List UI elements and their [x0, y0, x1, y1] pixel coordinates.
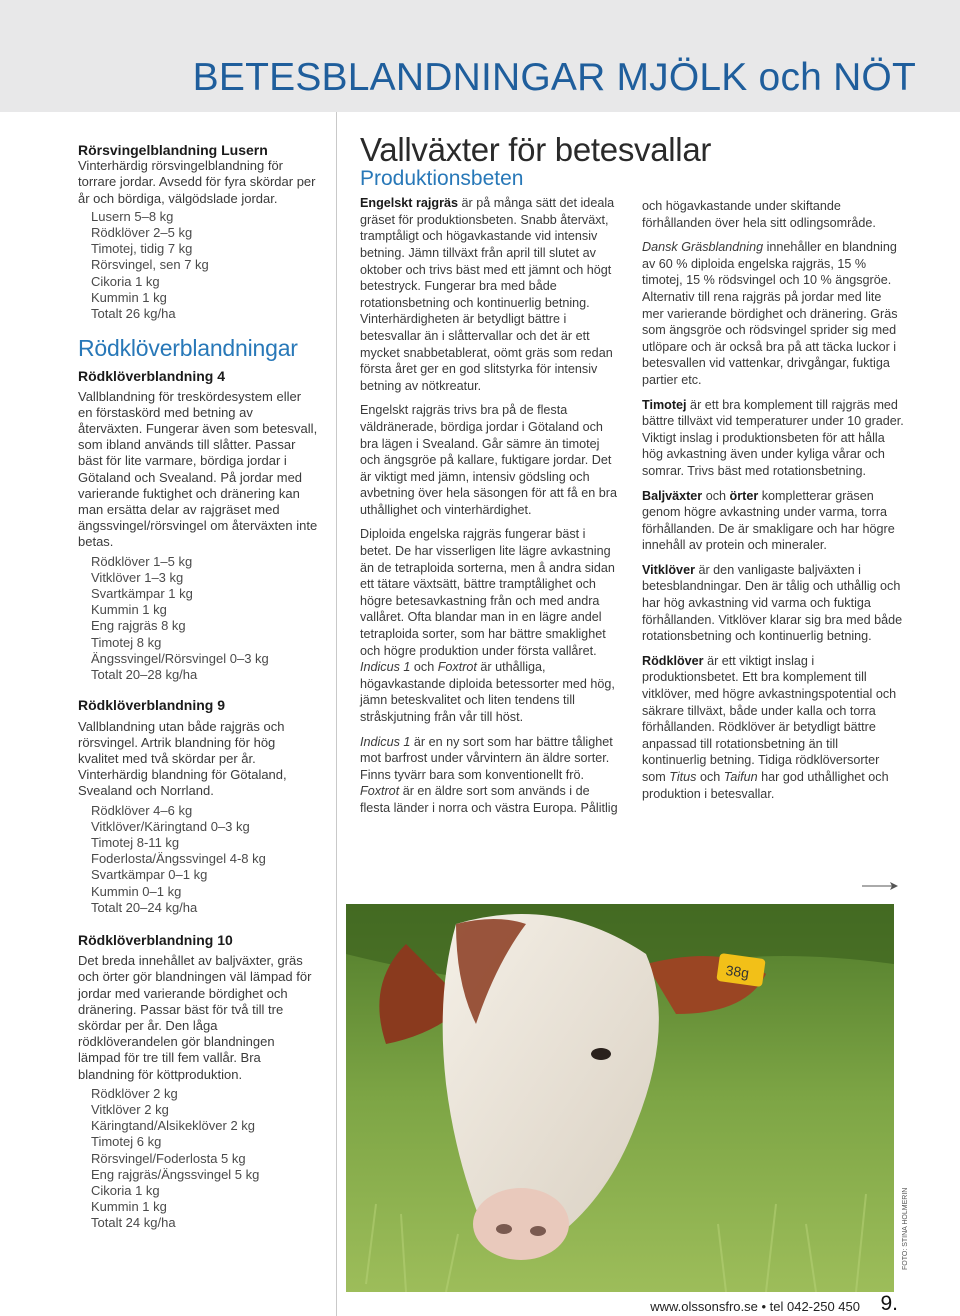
list-item: Timotej 6 kg — [91, 1134, 162, 1150]
list-item: Rödklöver 4–6 kg — [91, 802, 193, 818]
list-item: Eng rajgräs/Ängssvingel 5 kg — [91, 1166, 260, 1182]
text: är på många sätt det ideala gräset för produktionsbeten. Snabb återväxt, tramptåligt och högavkastande vid intensiv betning. Jämn tillväxt från april till slutet av oktober och trivs bäst med ett jämnt och högt betestryck. Fungerar bra med både rotationsbetning och kontinuerlig betning. Vinterhärdigheten är betydligt bättre i betesvallar än i slåttervallar och det är ett mycket snabbetablerat, oömt gräs som redan första året ger en god slitstyrka för intensiv betning av nötkreatur. — [360, 196, 615, 393]
list-item: Vitklöver 1–3 kg — [91, 569, 184, 585]
list-item: Totalt 24 kg/ha — [91, 1215, 176, 1231]
list-item: Lusern 5–8 kg — [91, 208, 174, 224]
list-item: Ängssvingel/Rörsvingel 0–3 kg — [91, 650, 269, 666]
emphasis: örter — [729, 488, 759, 503]
variety-name: Indicus 1 — [360, 734, 411, 749]
paragraph — [360, 195, 618, 394]
text: är ett bra komplement till rajgräs med bättre tillväxt vid temperaturer under 10 grader. Viktigt inslag i produktionsbeten för att hålla hög avkastning även under kyliga vårar och somrar. Trivs bäst med rotationsbetning. — [642, 397, 904, 478]
rk9-seed-list — [78, 803, 318, 916]
list-item: Totalt 26 kg/ha — [91, 306, 176, 322]
text: och — [410, 660, 438, 675]
list-item: Timotej, tidig 7 kg — [91, 241, 193, 257]
list-item: Rörsvingel/Foderlosta 5 kg — [91, 1150, 246, 1166]
list-item: Svartkämpar 0–1 kg — [91, 867, 208, 883]
emphasis: Timotej — [642, 397, 687, 412]
list-item: Kummin 1 kg — [91, 289, 167, 305]
rk9-description: Vallblandning utan både rajgräs och rörsvingel. Artrik blandning för hög kvalitet med två skördar per år. Vinterhärdig blandning för Götaland, Svealand och Norrland. — [78, 718, 287, 799]
section-title: Rödklöverblandningar — [78, 335, 298, 362]
variety-name: Titus — [669, 770, 697, 784]
emphasis: Baljväxter — [642, 488, 703, 503]
column-divider — [336, 112, 337, 1316]
paragraph — [642, 562, 904, 645]
text: är den vanligaste baljväxten i betesblandningar. Den är tålig och uthållig och har hög avkastning vid varma och fuktiga förhållanden. Vitklöver klarar sig bra med både rotationsbetning och kontinuerlig betning. — [642, 562, 903, 644]
emphasis: Engelskt rajgräs — [360, 196, 458, 211]
emphasis: Vitklöver — [642, 562, 695, 577]
text: är en äldre sort som används i de flesta länder i norra och västra Europa. Pålitlig — [360, 784, 618, 815]
variety-name: Foxtrot — [360, 784, 400, 799]
list-item: Käringtand/Alsikeklöver 2 kg — [91, 1118, 256, 1134]
text: är uthålliga, högavkastande diploida betessorter med hög, jämn beteskvalitet och liten tendens till stråskjutning från vår till höst. — [360, 660, 615, 724]
product-name: Dansk Gräsblandning — [642, 240, 764, 255]
ear-tag-label: 38g — [724, 961, 751, 982]
lusern-description: Vinterhärdig rörsvingelblandning för torrare jordar. Avsedd för fyra skördar per år och bördiga, välgödslade jordar. — [78, 158, 316, 206]
list-item: Kummin 0–1 kg — [91, 883, 182, 899]
variety-name: Foxtrot — [437, 660, 477, 675]
page-title: BETESBLANDNINGAR MJÖLK och NÖT — [192, 56, 916, 99]
list-item: Rödklöver 1–5 kg — [91, 553, 193, 569]
list-item: Kummin 1 kg — [91, 1199, 167, 1215]
right-column — [642, 198, 904, 802]
list-item: Rörsvingel, sen 7 kg — [91, 257, 209, 273]
rk9-heading: Rödklöverblandning 9 — [78, 697, 226, 714]
photo-credit: FOTO: STINA HOLMERIN — [902, 1187, 909, 1270]
text: kompletterar gräsen genom högre avkastning under varma, torra förhållanden. De är smakligare och har högre innehåll av protein och mineraler. — [642, 488, 895, 553]
text: är en ny sort som har bättre tålighet mot barfrost under vårvintern än äldre sorter. Finns tyvärr bara som konventionellt frö. — [360, 734, 613, 782]
list-item: Vitklöver/Käringtand 0–3 kg — [91, 818, 250, 834]
footer-contact: www.olssonsfro.se • tel 042-250 450 — [650, 1299, 860, 1314]
paragraph — [360, 734, 618, 817]
text: och — [696, 770, 724, 784]
rk10-heading: Rödklöverblandning 10 — [78, 931, 233, 948]
lusern-heading: Rörsvingelblandning Lusern — [78, 142, 268, 158]
paragraph — [360, 526, 618, 725]
list-item: Timotej 8 kg — [91, 634, 162, 650]
list-item: Cikoria 1 kg — [91, 1182, 160, 1198]
list-item: Eng rajgräs 8 kg — [91, 618, 186, 634]
text: innehåller en blandning av 60 % diploida engelska rajgräs, 15 % timotej, 15 % rödsvingel och 10 % ängsgröe. Alternativ till rena rajgräs på jordar med lite mer varierande bördighet och dränering. Gräs som ängsgröe och rödsvingel sprider sig med utlöpare och är också bra på att täcka luckor i betesvallen vid vattenkar, drivgångar, fuktiga partier etc. — [642, 240, 898, 387]
list-item: Vitklöver 2 kg — [91, 1101, 169, 1117]
list-item: Svartkämpar 1 kg — [91, 586, 193, 602]
list-item: Totalt 20–24 kg/ha — [91, 899, 198, 915]
rk10-seed-list — [78, 1086, 318, 1232]
list-item: Timotej 8-11 kg — [91, 834, 180, 850]
page-number: 9. — [880, 1292, 898, 1315]
left-column — [78, 142, 318, 1232]
cow-grazing-photo — [346, 904, 894, 1292]
continue-arrow-icon — [862, 880, 898, 892]
rk4-seed-list — [78, 554, 318, 684]
list-item: Kummin 1 kg — [91, 602, 167, 618]
lusern-seed-list — [78, 209, 318, 322]
rk10-description: Det breda innehållet av baljväxter, gräs och örter gör blandningen väl lämpad för jordar med varierande bördighet och dränering. Passar bäst för två till tre skördar per år. Den låga rödklöverandelen gör blandningen lämpad för tre till fem vallår. Bra blandning för köttproduktion. — [78, 953, 312, 1082]
paragraph: och högavkastande under skiftande förhållanden över hela sitt odlingsområde. — [642, 199, 876, 230]
variety-name: Taifun — [723, 770, 758, 784]
article-subtitle: Produktionsbeten — [360, 166, 524, 190]
variety-name: Indicus 1 — [360, 660, 411, 675]
rk4-description: Vallblandning för treskördesystem eller en förstaskörd med betning av återväxten. Fungerar även som betesvall, som ibland används till slåtter. Passar bäst för lite varmare, bördiga jordar i Götaland och Svealand. På jordar med varierande fuktighet och dränering kan man ersätta delar av rajgräset med ängssvingel/rörsvingel om återväxten inte betas. — [78, 388, 318, 550]
list-item: Totalt 20–28 kg/ha — [91, 667, 198, 683]
list-item: Foderlosta/Ängssvingel 4-8 kg — [91, 851, 266, 867]
list-item: Rödklöver 2 kg — [91, 1085, 178, 1101]
paragraph — [642, 653, 904, 802]
article-title: Vallväxter för betesvallar — [360, 131, 712, 168]
paragraph: Engelskt rajgräs trivs bra på de flesta väldränerade, bördiga jordar i Götaland och bra lägen i Svealand. Går sämre än timotej och ängsgröe på kallare, fuktigare jordar. Det är viktigt med jämn, intensiv gödsling och avbetning över hela säsongen för att få en bra uthållighet och vinterhärdighet. — [360, 403, 617, 517]
list-item: Cikoria 1 kg — [91, 273, 160, 289]
rk4-heading: Rödklöverblandning 4 — [78, 368, 226, 385]
paragraph — [642, 488, 904, 554]
list-item: Rödklöver 2–5 kg — [91, 225, 193, 241]
emphasis: Rödklöver — [642, 653, 704, 668]
text: och — [702, 488, 730, 503]
text: Diploida engelska rajgräs fungerar bäst i betet. De har visserligen lite lägre avkastning än de tetraploida sorterna, men å andra sidan ett tätare växtsätt, bättre tramptålighet och högre betesavkastning från och med andra vallåret. Ofta blandar man in en lägre andel tetraploida sorter, som har bättre smaklighet och högre produktion under första vallåret. — [360, 527, 615, 658]
paragraph — [642, 239, 904, 388]
text: har god uthållighet och produktion i betesvallar. — [642, 770, 889, 801]
text: är ett viktigt inslag i produktionsbetet. Ett bra komplement till vitklöver, med högre avkastningspotential och säkrare tillväxt, både under kalla och torra förhållanden. Rödklöver är betydligt bättre anpassad till rotationsbetning än till kontinuerlig betning. Tidiga rödklöversorter som — [642, 653, 897, 784]
paragraph — [642, 397, 904, 480]
